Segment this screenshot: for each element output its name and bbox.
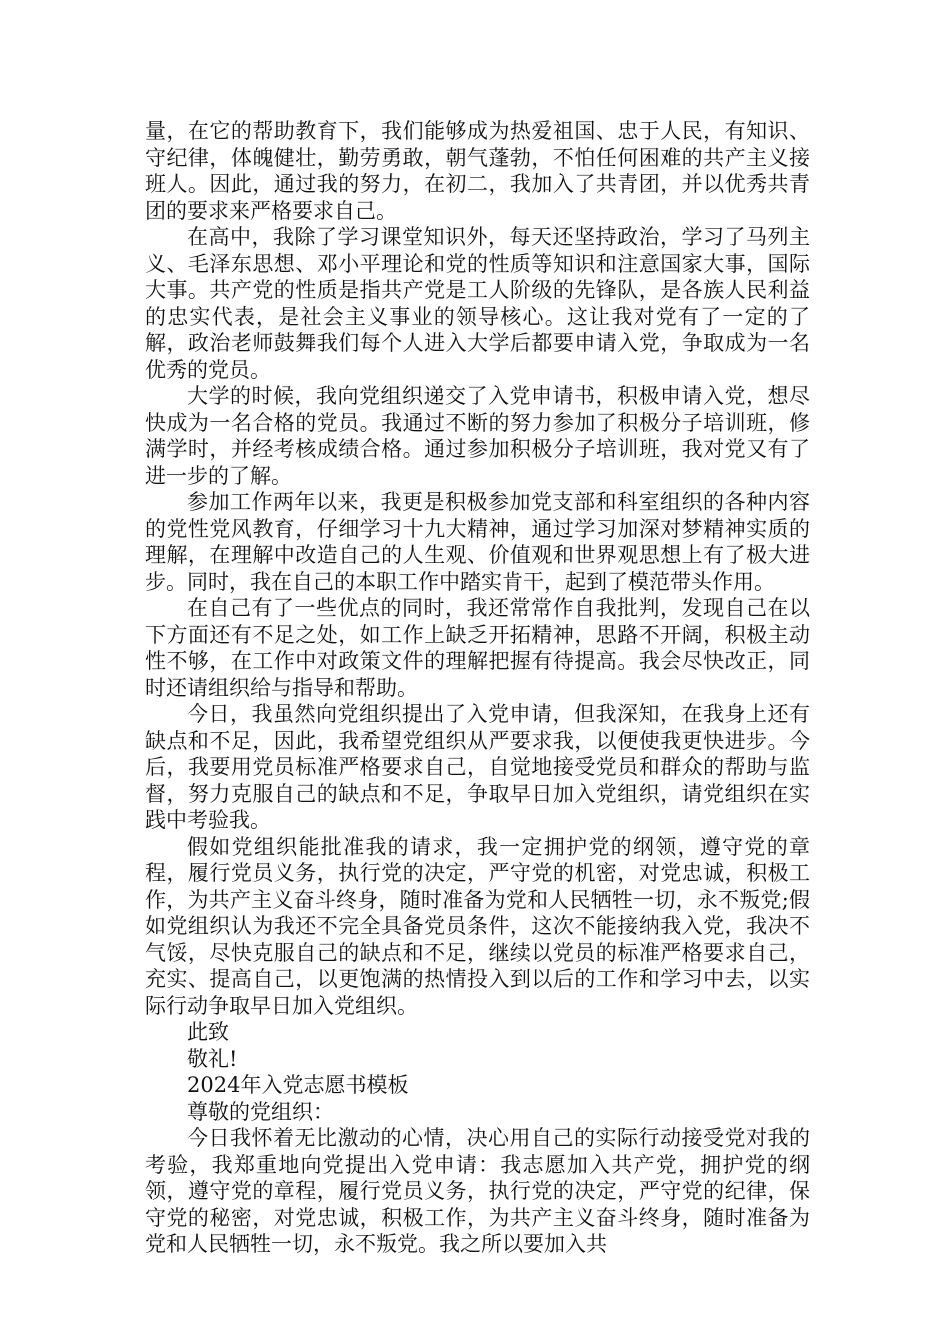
paragraph-continuation: 量，在它的帮助教育下，我们能够成为热爱祖国、忠于人民，有知识、守纪律，体魄健壮，勤劳勇敢，朝气蓬勃，不怕任何困难的共产主义接班人。因此，通过我的努力，在初二，我加入了共青团，并以优秀共青团的要求来严格要求自己。: [145, 119, 810, 223]
closing-salute: 敬礼!: [187, 1046, 238, 1071]
paragraph-work: 参加工作两年以来，我更是积极参加党支部和科室组织的各种内容的党性党风教育，仔细学习十九大精神，通过学习加深对梦精神实质的理解，在理解中改造自己的人生观、价值观和世界观思想上有了极大进步。同时，我在自己的本职工作中踏实肯干，起到了模范带头作用。: [145, 490, 810, 594]
paragraph-pledge: 假如党组织能批准我的请求，我一定拥护党的纲领，遵守党的章程，履行党员义务，执行党的决定，严守党的机密，对党忠诚，积极工作，为共产主义奋斗终身，随时准备为党和人民牺牲一切，永不叛党;假如党组织认为我还不完全具备党员条件，这次不能接纳我入党，我决不气馁，尽快克服自己的缺点和不足，继续以党员的标准严格要求自己，充实、提高自己，以更饱满的热情投入到以后的工作和学习中去，以实际行动争取早日加入党组织。: [145, 834, 810, 1018]
salutation: 尊敬的党组织：: [187, 1099, 334, 1124]
template-title: 2024年入党志愿书模板: [187, 1073, 409, 1097]
closing-greeting: 此致: [187, 1020, 229, 1044]
paragraph-university: 大学的时候，我向党组织递交了入党申请书，积极申请入党，想尽快成为一名合格的党员。我通过不断的努力参加了积极分子培训班，修满学时，并经考核成绩合格。通过参加积极分子培训班，我对党又有了进一步的了解。: [145, 384, 810, 488]
paragraph-self-criticism: 在自己有了一些优点的同时，我还常常作自我批判，发现自己在以下方面还有不足之处，如工作上缺乏开拓精神，思路不开阔，积极主动性不够，在工作中对政策文件的理解把握有待提高。我会尽快改正，同时还请组织给与指导和帮助。: [145, 596, 810, 700]
paragraph-today: 今日，我虽然向党组织提出了入党申请，但我深知，在我身上还有缺点和不足，因此，我希望党组织从严要求我，以便使我更快进步。今后，我要用党员标准严格要求自己，自觉地接受党员和群众的帮助与监督，努力克服自己的缺点和不足，争取早日加入党组织，请党组织在实践中考验我。: [145, 702, 810, 832]
paragraph-high-school: 在高中，我除了学习课堂知识外，每天还坚持政治，学习了马列主义、毛泽东思想、邓小平理论和党的性质等知识和注意国家大事，国际大事。共产党的性质是指共产党是工人阶级的先锋队，是各族人民利益的忠实代表，是社会主义事业的领导核心。这让我对党有了一定的了解，政治老师鼓舞我们每个人进入大学后都要申请入党，争取成为一名优秀的党员。: [145, 225, 810, 382]
paragraph-application: 今日我怀着无比激动的心情，决心用自己的实际行动接受党对我的考验，我郑重地向党提出入党申请：我志愿加入共产党，拥护党的纲领，遵守党的章程，履行党员义务，执行党的决定，严守党的纪律，保守党的秘密，对党忠诚，积极工作，为共产主义奋斗终身，随时准备为党和人民牺牲一切，永不叛党。我之所以要加入共: [145, 1126, 810, 1256]
document-page: [145, 118, 810, 1258]
